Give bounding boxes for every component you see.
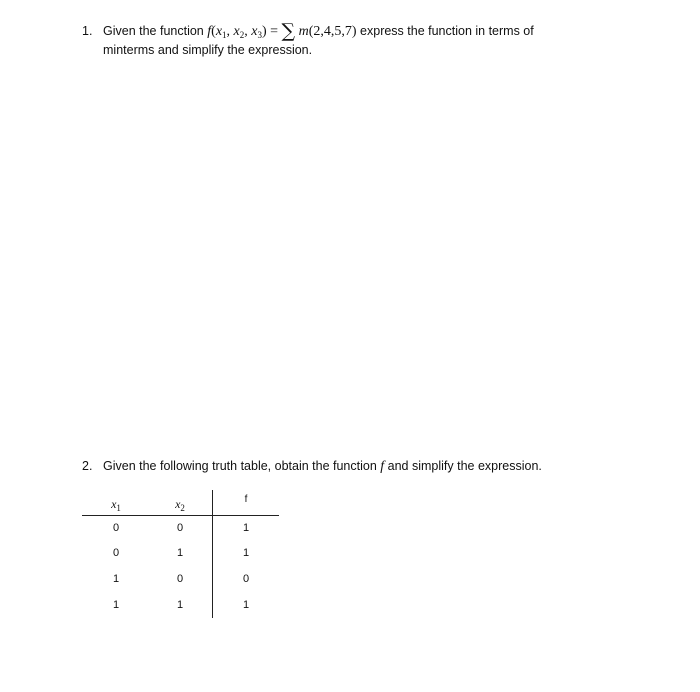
q1-var3-sub: 3 <box>257 30 262 40</box>
table-cell: 0 <box>242 573 250 585</box>
q1-suffix: express the function in terms of <box>356 24 534 38</box>
output-divider <box>212 490 213 618</box>
table-cell: 1 <box>112 599 120 611</box>
header-f: f <box>244 494 248 505</box>
table-cell: 1 <box>242 522 250 534</box>
q1-var2: x <box>233 24 240 39</box>
table-cell: 1 <box>176 599 184 611</box>
table-cell: 1 <box>112 573 120 585</box>
table-cell: 0 <box>112 522 120 534</box>
header-x2-sub: 2 <box>180 503 185 513</box>
table-cell: 0 <box>176 573 184 585</box>
q1-minterm-list: (2,4,5,7) <box>308 24 357 39</box>
table-cell: 1 <box>242 599 250 611</box>
q1-var3: x <box>251 24 258 39</box>
table-cell: 1 <box>176 547 184 559</box>
q1-var1: x <box>215 24 223 39</box>
q2-suffix: and simplify the expression. <box>387 459 542 473</box>
q1-var2-sub: 2 <box>239 30 245 40</box>
q2-prefix: Given the following truth table, obtain the function <box>103 459 377 473</box>
q2-func-name: f <box>380 459 385 474</box>
q1-var1-sub: 1 <box>222 30 227 40</box>
q1-line2: minterms and simplify the expression. <box>103 43 313 57</box>
question-1-number: 1. <box>82 24 93 38</box>
header-x1-sub: 1 <box>116 503 121 513</box>
header-x2 <box>160 497 200 512</box>
table-cell: 1 <box>242 547 250 559</box>
header-x1 <box>96 497 136 512</box>
q1-close-paren-equals: ) = <box>261 24 279 39</box>
q1-open-paren: ( <box>211 24 216 39</box>
q1-sep2: , <box>244 24 252 39</box>
question-2-number: 2. <box>82 459 93 473</box>
table-cell: 0 <box>112 547 120 559</box>
header-x1-var: x <box>111 497 117 511</box>
q1-func-name: f <box>207 24 212 39</box>
header-divider <box>82 515 279 516</box>
q1-prefix: Given the function <box>103 24 204 38</box>
header-x2-var: x <box>175 497 181 511</box>
sigma-icon: ∑ <box>281 20 296 42</box>
q1-sep1: , <box>226 24 234 39</box>
q1-minterm-fn: m <box>298 24 309 39</box>
table-cell: 0 <box>176 522 184 534</box>
